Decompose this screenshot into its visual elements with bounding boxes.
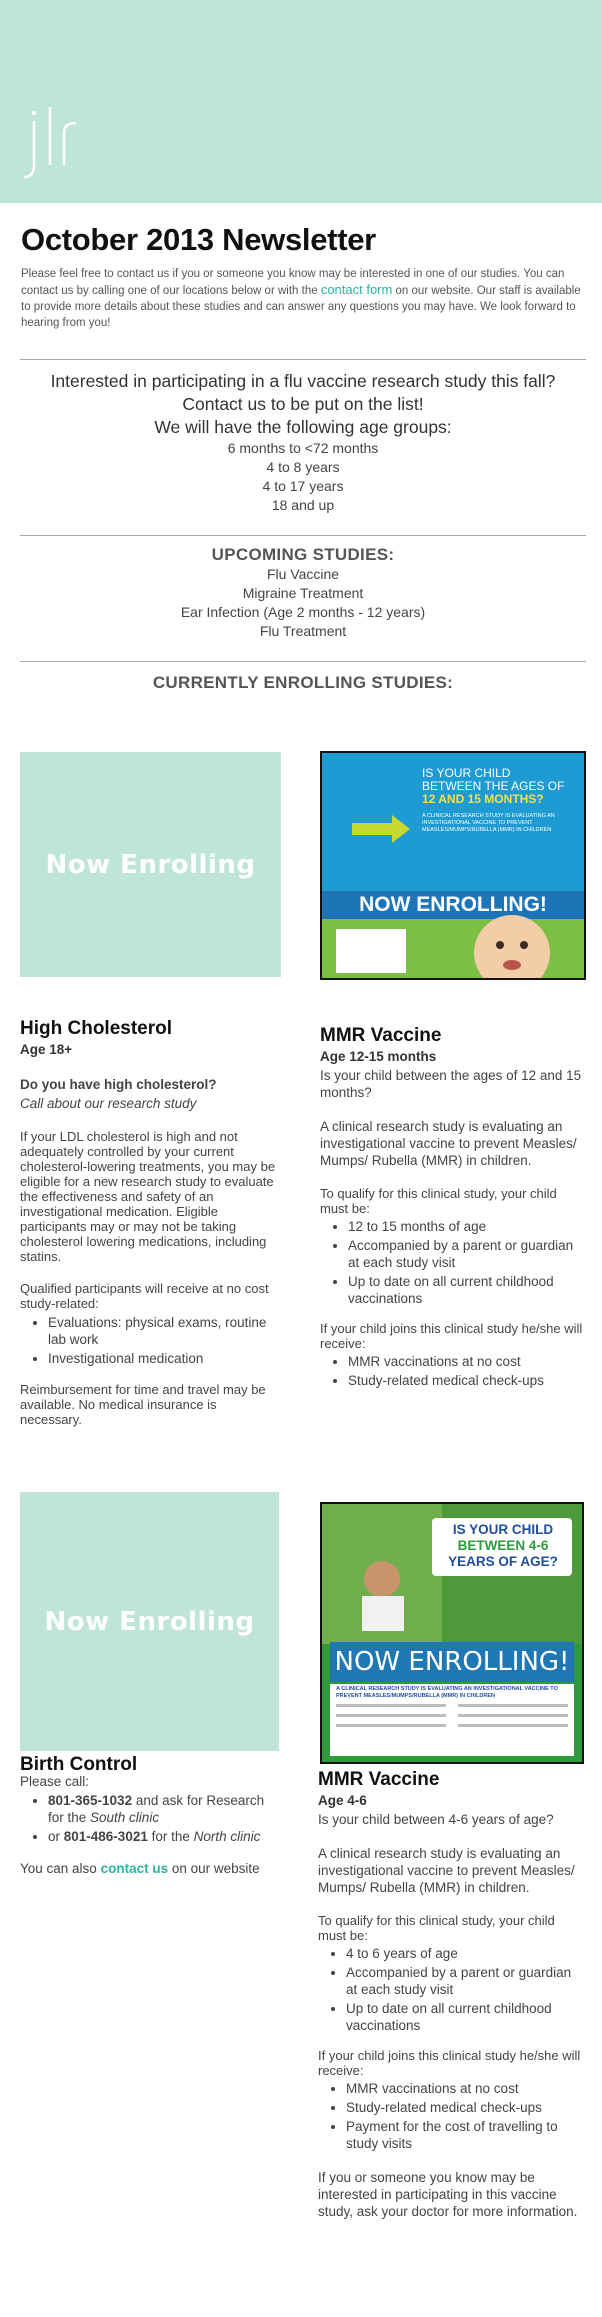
page-title: October 2013 Newsletter xyxy=(21,222,376,257)
upcoming-heading: UPCOMING STUDIES: xyxy=(211,545,395,564)
age-group: 18 and up xyxy=(271,497,335,513)
study-receive: If your child joins this clinical study he/she will receive: xyxy=(318,2048,581,2078)
study-question: Do you have high cholesterol? xyxy=(20,1077,217,1092)
poster-question: BETWEEN THE AGES OF xyxy=(422,779,565,793)
header-band xyxy=(0,0,602,203)
poster-question: 12 AND 15 MONTHS? xyxy=(422,792,544,806)
contact-line: You can also contact us on our website xyxy=(20,1861,260,1876)
upcoming-item: Flu Vaccine xyxy=(266,566,340,582)
study-qualified: Qualified participants will receive at no cost study-related: xyxy=(20,1281,269,1311)
study-description: A clinical research study is evaluating an investigational vaccine to prevent Measles/ Mumps/ Rubella (MMR) in children. xyxy=(318,1846,575,1895)
enrolling-section xyxy=(20,673,586,693)
list-item: • Study-related medical check-ups xyxy=(348,1372,586,1389)
age-group: 6 months to <72 months xyxy=(227,440,379,456)
list-item: • MMR vaccinations at no cost xyxy=(348,1353,586,1370)
study-title: MMR Vaccine xyxy=(320,1025,442,1046)
list-item: • 801-365-1032 and ask for Research for the South clinic xyxy=(48,1792,282,1826)
list-item: • Investigational medication xyxy=(48,1350,282,1367)
mmr-infant-study xyxy=(320,1027,586,1391)
phone-number[interactable]: 801-365-1032 xyxy=(48,1793,133,1808)
study-title: High Cholesterol xyxy=(20,1018,173,1039)
mmr-infant-poster xyxy=(320,751,586,980)
benefit-list xyxy=(48,1314,282,1367)
list-item: • Evaluations: physical exams, routine lab work xyxy=(48,1314,282,1348)
list-item: • 12 to 15 months of age xyxy=(348,1218,586,1235)
flu-line-2: Contact us to be put on the list! xyxy=(182,394,424,414)
study-reimbursement: Reimbursement for time and travel may be available. No medical insurance is necessary. xyxy=(20,1382,266,1427)
receive-list xyxy=(348,1353,586,1389)
study-question: Is your child between the ages of 12 and 15 months? xyxy=(320,1068,582,1100)
list-item: • Accompanied by a parent or guardian at each study visit xyxy=(348,1237,586,1271)
age-group: 4 to 17 years xyxy=(262,478,344,494)
qualify-list xyxy=(348,1218,586,1307)
poster-banner: NOW ENROLLING! xyxy=(359,893,547,916)
qualify-list xyxy=(346,1945,584,2034)
mmr-child-poster xyxy=(320,1502,584,1764)
list-item: • Study-related medical check-ups xyxy=(346,2099,584,2116)
enrolling-heading: CURRENTLY ENROLLING STUDIES: xyxy=(152,673,454,692)
cholesterol-study xyxy=(20,1020,282,1427)
mmr-child-study xyxy=(318,1771,584,2220)
study-description: A clinical research study is evaluating an investigational vaccine to prevent Measles/ Mumps/ Rubella (MMR) in children. xyxy=(320,1119,577,1168)
upcoming-section xyxy=(20,545,586,641)
poster-banner: NOW ENROLLING! xyxy=(334,1647,570,1677)
list-item: • Payment for the cost of travelling to study visits xyxy=(346,2118,584,2152)
flu-line-3: We will have the following age groups: xyxy=(154,417,452,437)
contact-us-link[interactable]: contact us xyxy=(100,1861,169,1876)
now-enrolling-banner: Now Enrolling xyxy=(20,752,281,977)
please-call: Please call: xyxy=(20,1774,90,1789)
study-call: Call about our research study xyxy=(20,1096,197,1111)
divider xyxy=(20,359,586,360)
study-title: Birth Control xyxy=(20,1754,138,1775)
list-item: • 4 to 6 years of age xyxy=(346,1945,584,1962)
phone-number[interactable]: 801-486-3021 xyxy=(63,1829,148,1844)
study-age: Age 12-15 months xyxy=(320,1049,437,1064)
upcoming-item: Migraine Treatment xyxy=(242,585,364,601)
flu-section xyxy=(20,370,586,515)
divider xyxy=(20,535,586,536)
intro-paragraph: Please feel free to contact us if you or someone you know may be interested in one of our studies. You can contact us by calling one of our locations below or with the contact form on our website. Our staff is available to provide more details about these studies and can answer any questions you may have. We look forward to hearing from you! xyxy=(21,268,581,329)
divider xyxy=(20,661,586,662)
now-enrolling-banner: Now Enrolling xyxy=(20,1492,279,1751)
study-qualify: To qualify for this clinical study, your child must be: xyxy=(318,1913,555,1943)
list-item: • MMR vaccinations at no cost xyxy=(346,2080,584,2097)
study-closing: If you or someone you know may be interested in participating in this vaccine study, ask your doctor for more information. xyxy=(318,2170,578,2219)
jlr-logo xyxy=(20,103,90,178)
study-age: Age 4-6 xyxy=(318,1793,367,1808)
poster-question: IS YOUR CHILD xyxy=(422,766,511,780)
study-title: MMR Vaccine xyxy=(318,1769,440,1790)
study-qualify: To qualify for this clinical study, your child must be: xyxy=(320,1186,557,1216)
poster-subtitle: A CLINICAL RESEARCH STUDY IS EVALUATING AN INVESTIGATIONAL VACCINE TO PREVENT MEASLES/MUMPS/RUBELLA (MMR) IN CHILDREN xyxy=(336,1686,558,1699)
study-description: If your LDL cholesterol is high and not adequately controlled by your current cholesterol-lowering treatments, you may be eligible for a new research study to evaluate the effectiveness and safety of an investigational medication. Eligible participants may or may not be taking cholesterol lowering medications, including statins. xyxy=(20,1129,276,1264)
flu-line-1: Interested in participating in a flu vaccine research study this fall? xyxy=(50,371,556,391)
study-question: Is your child between 4-6 years of age? xyxy=(318,1812,554,1827)
poster-question: IS YOUR CHILD xyxy=(452,1522,554,1537)
poster-question: YEARS OF AGE? xyxy=(448,1554,558,1569)
upcoming-item: Ear Infection (Age 2 months - 12 years) xyxy=(180,604,426,620)
list-item: • Accompanied by a parent or guardian at each study visit xyxy=(346,1964,584,1998)
study-age: Age 18+ xyxy=(20,1042,73,1057)
upcoming-item: Flu Treatment xyxy=(259,623,347,639)
birth-control-study xyxy=(20,1756,282,1877)
list-item: • or 801-486-3021 for the North clinic xyxy=(48,1828,282,1845)
poster-subtitle: A CLINICAL RESEARCH STUDY IS EVALUATING AN INVESTIGATIONAL VACCINE TO PREVENT MEASLES/MUMPS/RUBELLA (MMR) IN CHILDREN xyxy=(422,813,555,833)
poster-question: BETWEEN 4-6 xyxy=(457,1538,549,1553)
phone-list xyxy=(48,1792,282,1845)
study-receive: If your child joins this clinical study he/she will receive: xyxy=(320,1321,583,1351)
receive-list xyxy=(346,2080,584,2152)
list-item: • Up to date on all current childhood vaccinations xyxy=(346,2000,584,2034)
list-item: • Up to date on all current childhood vaccinations xyxy=(348,1273,586,1307)
age-group: 4 to 8 years xyxy=(266,459,340,475)
contact-form-link[interactable]: contact form xyxy=(320,282,393,297)
